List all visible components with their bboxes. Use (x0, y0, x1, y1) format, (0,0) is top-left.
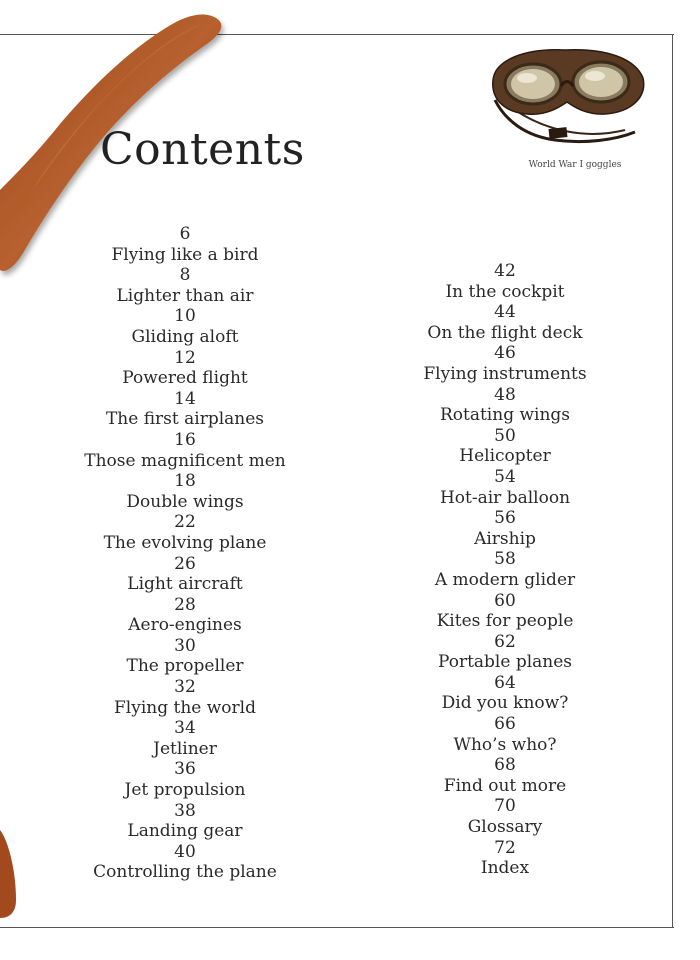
toc-page-number: 64 (494, 672, 516, 693)
toc-page-number: 12 (174, 347, 196, 368)
toc-page-number: 72 (494, 837, 516, 858)
toc-entry[interactable] (390, 755, 620, 796)
toc-page-number: 36 (174, 759, 196, 780)
toc-page-number: 50 (494, 425, 516, 446)
toc-entry[interactable] (55, 389, 315, 430)
toc-entry-title: Double wings (126, 491, 244, 512)
toc-entry[interactable] (55, 306, 315, 347)
page-title: Contents (100, 124, 305, 175)
toc-entry-title: The propeller (126, 656, 244, 677)
toc-entry[interactable] (390, 632, 620, 673)
toc-entry[interactable] (390, 838, 620, 879)
toc-entry-title: Portable planes (437, 652, 573, 673)
toc-entry-title: A modern glider (434, 569, 576, 590)
toc-entry[interactable] (390, 508, 620, 549)
toc-entry[interactable] (55, 265, 315, 306)
toc-entry-title: Find out more (443, 775, 567, 796)
toc-page-number: 30 (174, 635, 196, 656)
toc-page-number: 32 (174, 677, 196, 698)
toc-entry[interactable] (55, 554, 315, 595)
toc-page-number: 46 (494, 343, 516, 364)
toc-entry[interactable] (55, 348, 315, 389)
toc-page-number: 10 (174, 306, 196, 327)
toc-page-number: 66 (494, 714, 516, 735)
toc-entry[interactable] (390, 343, 620, 384)
toc-entry[interactable] (390, 261, 620, 302)
toc-page-number: 54 (494, 466, 516, 487)
toc-page-number: 42 (494, 261, 516, 281)
toc-entry-title: Jet propulsion (124, 780, 246, 801)
propeller-tip-image (0, 820, 30, 920)
toc-entry[interactable] (55, 471, 315, 512)
toc-entry[interactable] (390, 549, 620, 590)
toc-entry[interactable] (55, 512, 315, 553)
toc-entry-title: Flying like a bird (111, 244, 259, 265)
toc-page-number: 44 (494, 302, 516, 323)
toc-entry[interactable] (55, 842, 315, 883)
toc-entry[interactable] (390, 673, 620, 714)
toc-column-left (55, 224, 315, 883)
toc-page-number: 34 (174, 718, 196, 739)
toc-entry-title: Airship (474, 528, 536, 549)
toc-entry[interactable] (390, 467, 620, 508)
toc-entry-title: Index (480, 858, 530, 879)
toc-column-right (390, 261, 620, 879)
toc-entry-title: Glossary (467, 817, 543, 838)
toc-page-number: 8 (179, 265, 191, 286)
toc-page-number: 14 (174, 388, 196, 409)
goggles-caption: World War I goggles (528, 160, 622, 170)
toc-page-number: 26 (174, 553, 196, 574)
toc-entry[interactable] (55, 718, 315, 759)
toc-entry-title: Hot-air balloon (439, 487, 571, 508)
toc-entry[interactable] (55, 224, 315, 265)
toc-entry-title: On the flight deck (427, 322, 583, 343)
toc-page-number: 56 (494, 508, 516, 529)
toc-entry-title: Aero-engines (128, 615, 242, 636)
toc-entry-title: Rotating wings (439, 405, 571, 426)
toc-entry[interactable] (55, 636, 315, 677)
toc-page-number: 18 (174, 471, 196, 492)
toc-entry[interactable] (55, 677, 315, 718)
toc-entry-title: Landing gear (127, 821, 243, 842)
toc-entry-title: Helicopter (459, 446, 551, 467)
toc-entry[interactable] (390, 385, 620, 426)
toc-entry-title: Gliding aloft (131, 326, 239, 347)
toc-entry-title: Controlling the plane (93, 862, 277, 883)
toc-page-number: 70 (494, 796, 516, 817)
toc-page-number: 60 (494, 590, 516, 611)
toc-page-number: 6 (179, 224, 191, 244)
toc-entry-title: Flying instruments (423, 363, 587, 384)
toc-entry[interactable] (390, 302, 620, 343)
toc-page-number: 68 (494, 755, 516, 776)
toc-entry[interactable] (390, 426, 620, 467)
toc-entry-title: Did you know? (441, 693, 569, 714)
toc-page-number: 40 (174, 841, 196, 862)
toc-entry[interactable] (390, 591, 620, 632)
toc-page-number: 22 (174, 512, 196, 533)
toc-entry-title: The evolving plane (103, 532, 267, 553)
toc-entry-title: Powered flight (122, 368, 248, 389)
toc-page-number: 28 (174, 594, 196, 615)
toc-entry-title: Lighter than air (116, 285, 254, 306)
goggles-icon (485, 40, 650, 152)
toc-entry[interactable] (55, 801, 315, 842)
toc-entry[interactable] (55, 595, 315, 636)
toc-page-number: 38 (174, 800, 196, 821)
toc-entry[interactable] (55, 430, 315, 471)
toc-entry-title: In the cockpit (445, 281, 565, 302)
toc-entry-title: Those magnificent men (84, 450, 286, 471)
toc-entry[interactable] (390, 796, 620, 837)
toc-entry[interactable] (390, 714, 620, 755)
toc-page-number: 62 (494, 631, 516, 652)
toc-page-number: 16 (174, 429, 196, 450)
toc-entry-title: Light aircraft (127, 574, 243, 595)
toc-entry-title: Who’s who? (453, 734, 557, 755)
toc-page-number: 58 (494, 549, 516, 570)
page-frame-bottom (0, 927, 674, 928)
toc-entry-title: Kites for people (436, 611, 574, 632)
toc-entry-title: Flying the world (114, 697, 256, 718)
toc-page-number: 48 (494, 384, 516, 405)
toc-entry-title: The first airplanes (105, 409, 265, 430)
toc-entry-title: Jetliner (153, 738, 217, 759)
page-frame-right (672, 34, 673, 928)
toc-entry[interactable] (55, 759, 315, 800)
